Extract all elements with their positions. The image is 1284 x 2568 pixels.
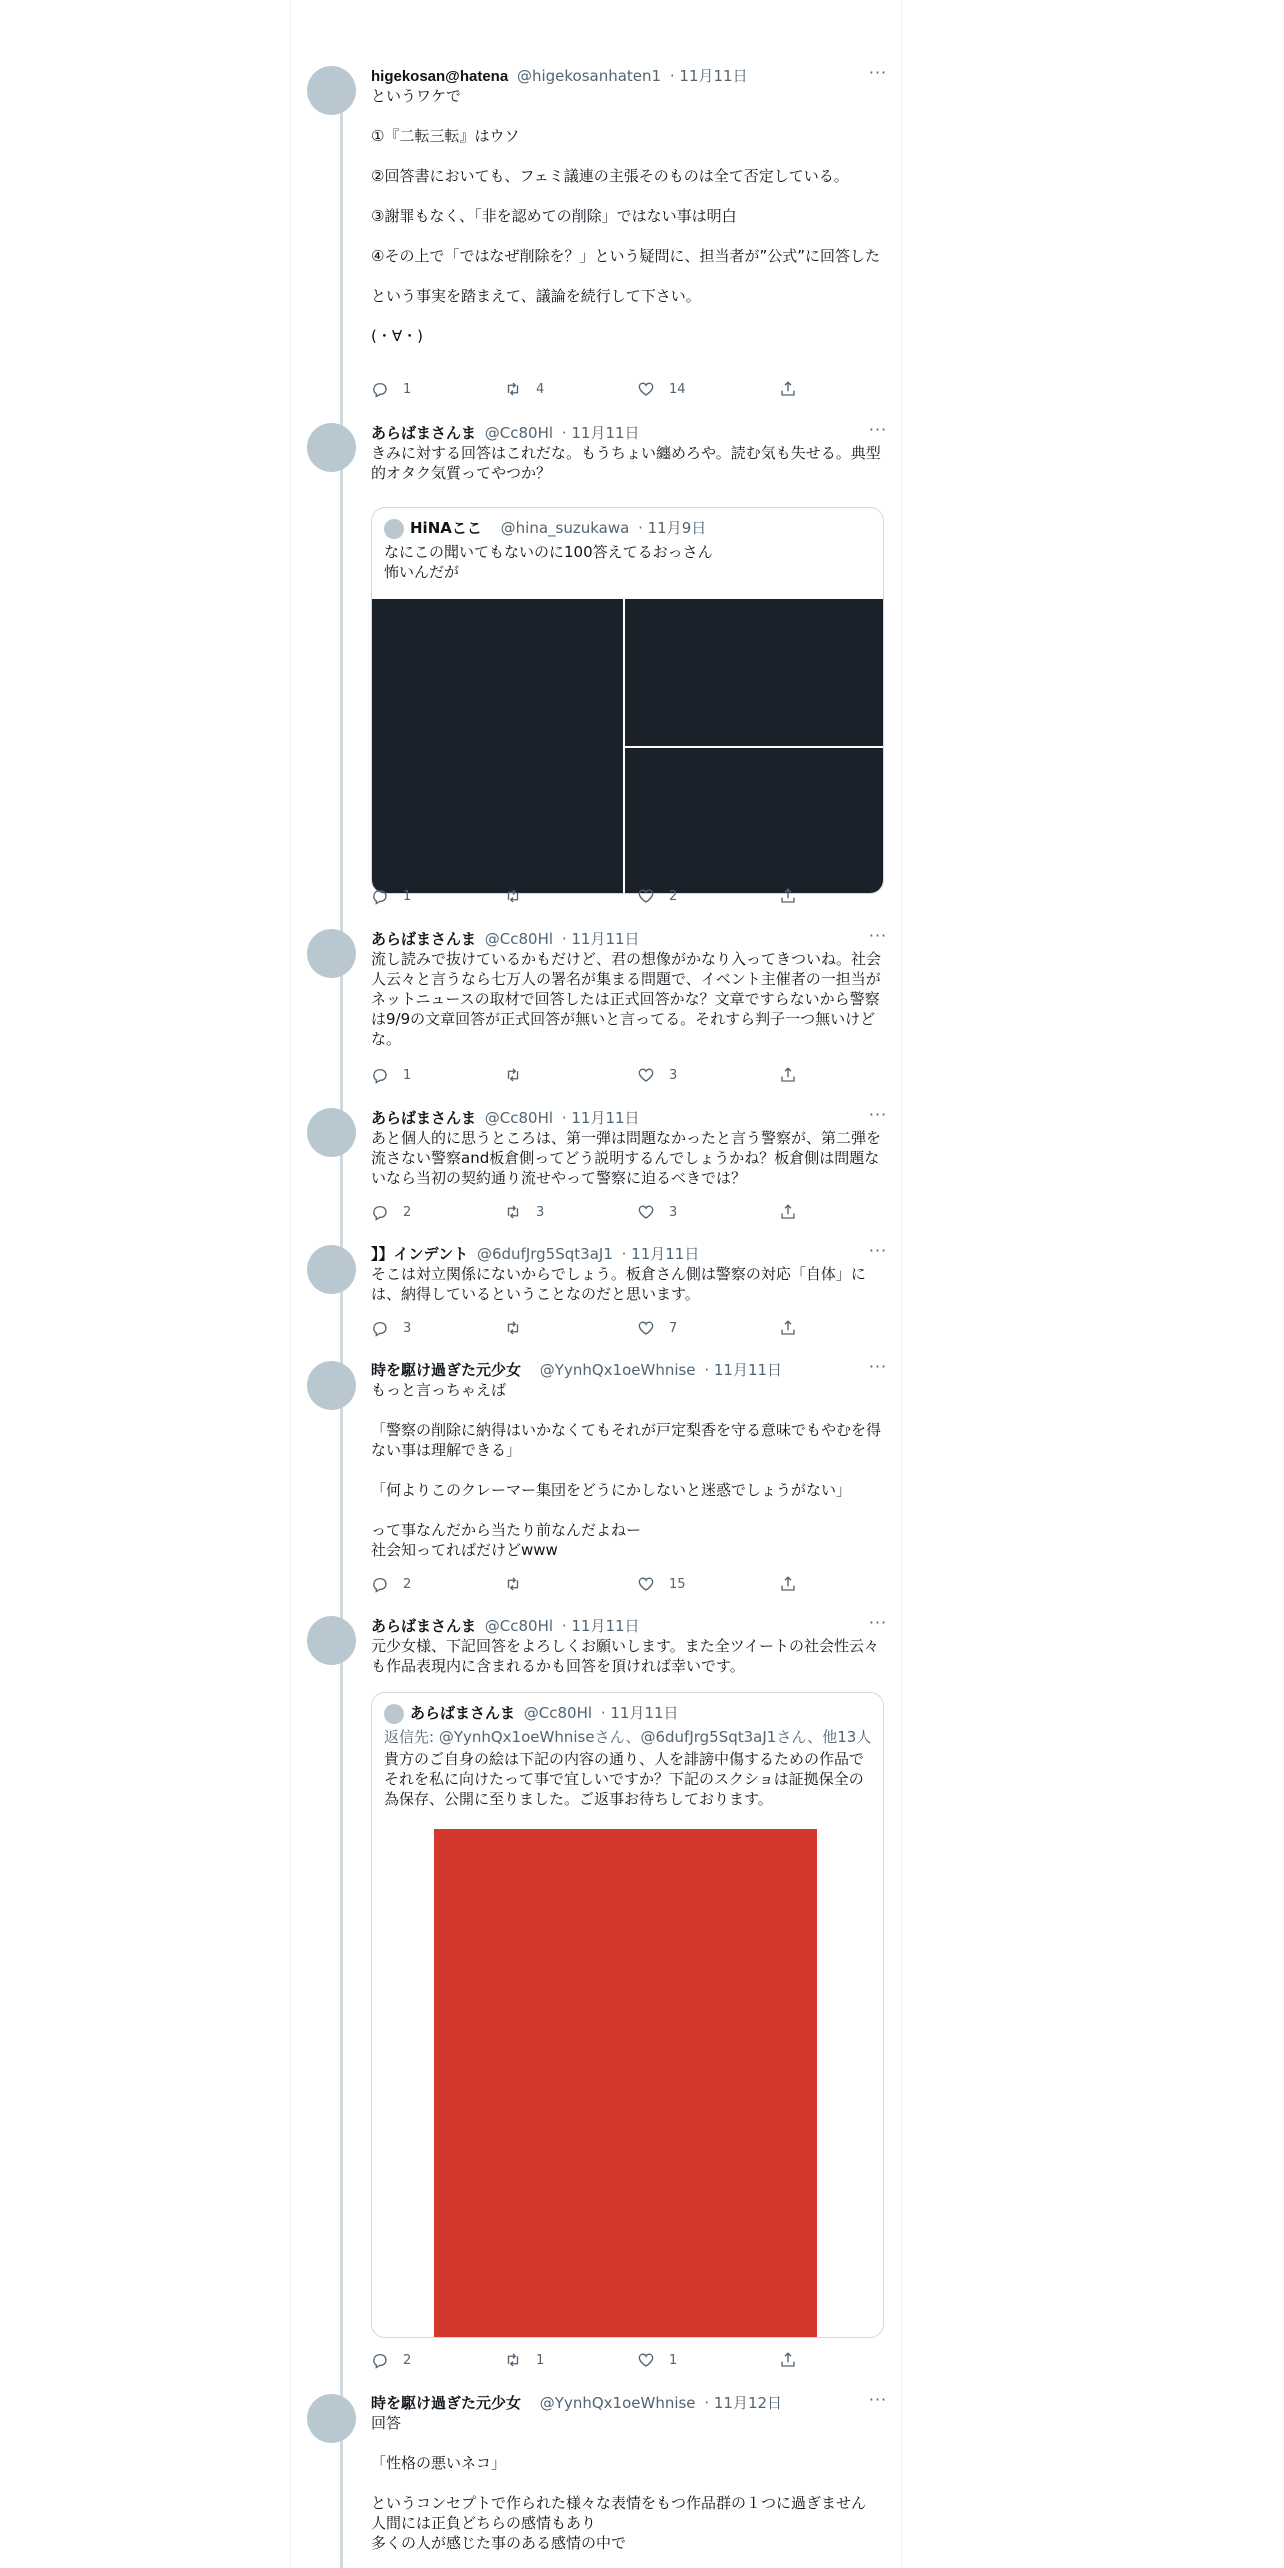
tweet-date[interactable]: 11月11日	[713, 1361, 783, 1379]
tweet-content	[371, 926, 888, 1083]
more-icon[interactable]: ···	[868, 1241, 888, 1260]
user-handle[interactable]: @Cc80Hl	[484, 930, 554, 948]
reply-button[interactable]	[371, 379, 411, 399]
retweet-button[interactable]	[504, 1574, 536, 1594]
tweet-actions	[371, 1065, 801, 1085]
tweet-date[interactable]: 11月11日	[571, 1109, 640, 1127]
reply-button[interactable]	[371, 886, 411, 906]
share-button[interactable]	[779, 1065, 811, 1085]
tweet-content	[371, 1241, 888, 1336]
user-name[interactable]: あらばまさんま	[371, 1109, 477, 1127]
user-name[interactable]: 】】インデント	[371, 1245, 469, 1263]
avatar[interactable]	[307, 929, 356, 978]
like-icon	[637, 380, 655, 398]
like-icon	[637, 1066, 655, 1084]
user-handle[interactable]: @Cc80Hl	[484, 424, 554, 442]
tweet-header: あらばまさんま @Cc80Hl · 11月11日	[371, 424, 640, 442]
reply-count: 1	[403, 1067, 412, 1083]
reply-button[interactable]	[371, 1318, 411, 1338]
quote-text: 貴方のご自身の絵は下記の内容の通り、人を誹謗中傷するための作品でそれを私に向けたって事で宜しいですか？下記のスクショは証拠保全の為保存、公開に至りました。ご返事お待ちしております。	[384, 1750, 865, 1808]
retweet-icon	[504, 1319, 522, 1337]
tweet-header: あらばまさんま @Cc80Hl · 11月11日	[371, 1109, 640, 1127]
quoted-tweet[interactable]	[371, 1692, 884, 2338]
like-count: 7	[669, 1320, 678, 1336]
tweet-content	[371, 1357, 888, 1592]
tweet-actions	[371, 1574, 801, 1594]
quote-user-handle: @hina_suzukawa	[500, 519, 630, 537]
quote-avatar	[384, 1704, 404, 1724]
user-name[interactable]: 時を駆け過ぎた元少女	[371, 1361, 522, 1379]
reply-count: 2	[403, 2352, 412, 2368]
tweet-actions	[371, 1202, 801, 1222]
tweet-header: 】】インデント @6dufJrg5Sqt3aJ1 · 11月11日	[371, 1245, 700, 1263]
tweet-date[interactable]: 11月11日	[571, 1617, 640, 1635]
reply-to-line: 返信先: @YynhQx1oeWhniseさん、@6dufJrg5Sqt3aJ1さん、他13人	[384, 1728, 872, 1746]
avatar[interactable]	[307, 66, 356, 115]
reply-button[interactable]	[371, 1202, 411, 1222]
reply-count: 2	[403, 1576, 412, 1592]
retweet-count: 1	[536, 2352, 545, 2368]
tweet-header: higekosan@hatena @higekosanhaten1 · 11月11日	[371, 67, 748, 85]
quote-date: 11月11日	[610, 1704, 679, 1722]
avatar[interactable]	[307, 423, 356, 472]
tweet-date[interactable]: 11月11日	[571, 930, 640, 948]
retweet-icon	[504, 1066, 522, 1084]
retweet-button[interactable]	[504, 886, 536, 906]
tweet-header: あらばまさんま @Cc80Hl · 11月11日	[371, 1617, 640, 1635]
tweet-text: そこは対立関係にないからでしょう。板倉さん側は警察の対応「自体」には、納得しているということなのだと思います。	[371, 1265, 866, 1303]
avatar[interactable]	[307, 1108, 356, 1157]
retweet-button[interactable]	[504, 379, 544, 399]
tweet-date[interactable]: 11月11日	[631, 1245, 700, 1263]
retweet-button[interactable]	[504, 1318, 536, 1338]
quote-user-name: HiNAここ	[410, 519, 482, 537]
share-button[interactable]	[779, 2350, 811, 2370]
quote-header: あらばまさんま @Cc80Hl · 11月11日	[384, 1703, 679, 1723]
tweet-text: もっと言っちゃえば 「警察の削除に納得はいかなくてもそれが戸定梨香を守る意味でもやむを得ない事は理解できる」 「何よりこのクレーマー集団をどうにかしないと迷惑でしょうがない」 って事なんだから当たり前なんだよねー 社会知ってればだけどwww	[371, 1381, 882, 1559]
user-handle[interactable]: @6dufJrg5Sqt3aJ1	[476, 1245, 613, 1263]
reply-icon	[371, 887, 389, 905]
reply-icon	[371, 1066, 389, 1084]
like-button[interactable]	[637, 379, 686, 399]
more-icon[interactable]: ···	[868, 926, 888, 945]
user-name[interactable]: あらばまさんま	[371, 424, 477, 442]
like-icon	[637, 887, 655, 905]
tweet-header: 時を駆け過ぎた元少女 @YynhQx1oeWhnise · 11月12日	[371, 2394, 783, 2412]
quote-text: なにこの聞いてもないのに100答えてるおっさん 怖いんだが	[384, 543, 713, 581]
like-icon	[637, 2351, 655, 2369]
reply-count: 1	[403, 381, 412, 397]
like-icon	[637, 1319, 655, 1337]
tweet-date[interactable]: 11月11日	[679, 67, 748, 85]
more-icon[interactable]: ···	[868, 2390, 888, 2409]
like-count: 15	[669, 1576, 686, 1592]
user-name[interactable]: あらばまさんま	[371, 1617, 477, 1635]
retweet-count: 3	[536, 1204, 545, 1220]
like-button[interactable]	[637, 1318, 677, 1338]
user-name[interactable]: higekosan@hatena	[371, 68, 509, 85]
tweet-text: 回答 「性格の悪いネコ」 というコンセプトで作られた様々な表情をもつ作品群の１つに過ぎません 人間には正負どちらの感情もあり 多くの人が感じた事のある感情の中で	[371, 2414, 867, 2552]
tweet-date[interactable]: 11月11日	[571, 424, 640, 442]
more-icon[interactable]: ···	[868, 1613, 888, 1632]
avatar[interactable]	[307, 2394, 356, 2443]
retweet-button[interactable]	[504, 2350, 544, 2370]
like-button[interactable]	[637, 2350, 677, 2370]
quote-user-name: あらばまさんま	[410, 1704, 516, 1722]
retweet-icon	[504, 1203, 522, 1221]
like-count: 14	[669, 381, 686, 397]
like-count: 1	[669, 2352, 678, 2368]
avatar[interactable]	[307, 1361, 356, 1410]
media-image[interactable]	[625, 599, 884, 746]
quote-date: 11月9日	[647, 519, 707, 537]
share-button[interactable]	[779, 1318, 811, 1338]
tweet-date[interactable]: 11月12日	[713, 2394, 783, 2412]
tweet-text: 流し読みで抜けているかもだけど、君の想像がかなり入ってきついね。社会人云々と言うなら七万人の署名が集まる問題で、イベント主催者の一担当がネットニュースの取材で回答したは正式回答かな？文章ですらないから警察は9/9の文章回答が正式回答が無いと言ってる。それすら判子一つ無いけどな。	[371, 950, 882, 1048]
quote-header: HiNAここ @hina_suzukawa · 11月9日	[384, 518, 706, 538]
user-name[interactable]: あらばまさんま	[371, 930, 477, 948]
share-icon	[779, 887, 797, 905]
avatar[interactable]	[307, 1245, 356, 1294]
tweet-text: というワケで ①『二転三転』はウソ ②回答書においても、フェミ議連の主張そのものは全て否定している。 ③謝罪もなく、「非を認めての削除」ではない事は明白 ④その上で「ではなぜ削除を？」という疑問に、担当者が”公式”に回答した という事実を踏まえて、議論を続行して下さい。 (・∀・)	[371, 87, 880, 345]
tweet-header: 時を駆け過ぎた元少女 @YynhQx1oeWhnise · 11月11日	[371, 1361, 783, 1379]
reply-icon	[371, 380, 389, 398]
reply-button[interactable]	[371, 1574, 411, 1594]
quote-avatar	[384, 519, 404, 539]
like-button[interactable]	[637, 1065, 677, 1085]
user-handle[interactable]: @higekosanhaten1	[516, 67, 662, 85]
like-count: 3	[669, 1204, 678, 1220]
reply-button[interactable]	[371, 2350, 411, 2370]
reply-button[interactable]	[371, 1065, 411, 1085]
share-button[interactable]	[779, 1574, 811, 1594]
reply-count: 2	[403, 1204, 412, 1220]
reply-icon	[371, 1203, 389, 1221]
share-icon	[779, 1575, 797, 1593]
share-button[interactable]	[779, 379, 811, 399]
user-handle[interactable]: @Cc80Hl	[484, 1109, 554, 1127]
retweet-icon	[504, 1575, 522, 1593]
user-handle[interactable]: @Cc80Hl	[484, 1617, 554, 1635]
retweet-button[interactable]	[504, 1202, 544, 1222]
tweet-content	[371, 420, 888, 904]
like-button[interactable]	[637, 1202, 677, 1222]
tweet-content	[371, 1105, 888, 1220]
tweet-actions	[371, 2350, 801, 2370]
media-image[interactable]	[372, 599, 623, 894]
retweet-icon	[504, 380, 522, 398]
tweet-actions	[371, 886, 801, 906]
retweet-count: 4	[536, 381, 545, 397]
avatar[interactable]	[307, 1616, 356, 1665]
share-icon	[779, 2351, 797, 2369]
like-count: 3	[669, 1067, 678, 1083]
share-button[interactable]	[779, 886, 811, 906]
tweet-content	[371, 2390, 888, 2553]
retweet-button[interactable]	[504, 1065, 536, 1085]
user-handle[interactable]: @YynhQx1oeWhnise	[539, 1361, 696, 1379]
user-name[interactable]: 時を駆け過ぎた元少女	[371, 2394, 522, 2412]
more-icon[interactable]: ···	[868, 63, 888, 82]
share-button[interactable]	[779, 1202, 811, 1222]
reply-count: 3	[403, 1320, 412, 1336]
reply-count: 1	[403, 888, 412, 904]
tweet-text: きみに対する回答はこれだな。もうちょい纏めろや。読む気も失せる。典型的オタク気質ってやつか？	[371, 444, 881, 482]
share-icon	[779, 1203, 797, 1221]
share-icon	[779, 380, 797, 398]
like-button[interactable]	[637, 1574, 686, 1594]
tweet-content	[371, 1613, 888, 2368]
quote-user-handle: @Cc80Hl	[523, 1704, 593, 1722]
more-icon[interactable]: ···	[868, 1105, 888, 1124]
tweet-text: あと個人的に思うところは、第一弾は問題なかったと言う警察が、第二弾を流さない警察and板倉側ってどう説明するんでしょうかね？板倉側は問題ないなら当初の契約通り流せやって警察に迫るべきでは？	[371, 1129, 882, 1187]
share-icon	[779, 1319, 797, 1337]
tweet-text: 元少女様、下記回答をよろしくお願いします。また全ツイートの社会性云々も作品表現内に含まれるかも回答を頂ければ幸いです。	[371, 1637, 880, 1675]
tweet-actions	[371, 379, 801, 399]
like-count: 2	[669, 888, 678, 904]
retweet-icon	[504, 2351, 522, 2369]
tweet-header: あらばまさんま @Cc80Hl · 11月11日	[371, 930, 640, 948]
media-image[interactable]	[625, 748, 884, 894]
tweet-content	[371, 63, 888, 397]
share-icon	[779, 1066, 797, 1084]
more-icon[interactable]: ···	[868, 1357, 888, 1376]
tweet-actions	[371, 1318, 801, 1338]
like-button[interactable]	[637, 886, 677, 906]
reply-icon	[371, 1575, 389, 1593]
user-handle[interactable]: @YynhQx1oeWhnise	[539, 2394, 696, 2412]
retweet-icon	[504, 887, 522, 905]
quoted-tweet[interactable]	[371, 507, 884, 894]
more-icon[interactable]: ···	[868, 420, 888, 439]
reply-icon	[371, 1319, 389, 1337]
like-icon	[637, 1203, 655, 1221]
like-icon	[637, 1575, 655, 1593]
reply-icon	[371, 2351, 389, 2369]
media-image[interactable]	[434, 1829, 817, 2338]
